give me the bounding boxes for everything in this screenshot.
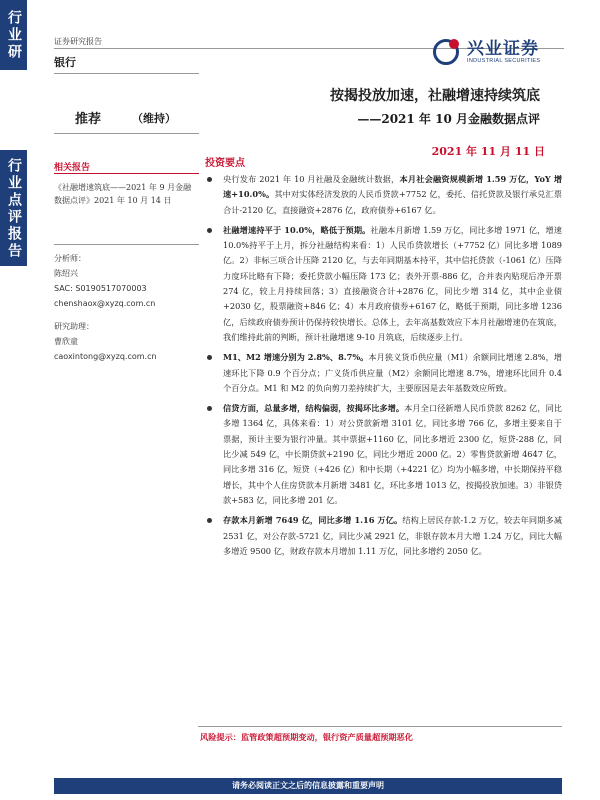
- rating-divider: [54, 133, 199, 134]
- report-type-label: 证券研究报告: [54, 37, 102, 46]
- rating-main: 推荐: [75, 112, 102, 127]
- risk-divider: [198, 726, 562, 727]
- related-report-link[interactable]: 《社融增速筑底——2021 年 9 月金融数据点评》2021 年 10 月 14 日: [54, 183, 192, 205]
- side-tab-report-type: 行业点评报告: [0, 150, 27, 266]
- analyst-label: 分析师：: [54, 254, 86, 263]
- assistant-label: 研究助理：: [54, 322, 94, 331]
- company-logo: [433, 37, 561, 67]
- disclaimer-footer: 请务必阅读正文之后的信息披露和重要声明: [54, 778, 562, 794]
- rating-sub: （维持）: [132, 112, 176, 125]
- assistant-name: 曹欣童: [54, 337, 78, 346]
- bullet-item: M1、M2 增速分别为 2.8%、8.7%。本月狭义货币供应量（M1）余额同比增速 2.8%，增速环比下降 0.9 个百分点；广义货币供应量（M2）余额同比增速 8.7%，增速环比回升 0.4 个百分点。M1 和 M2 的负向剪刀差持续扩大，主要原因是去年基数效应所致。: [205, 350, 562, 396]
- related-reports-label: 相关报告: [54, 163, 91, 173]
- analyst-name: 陈绍兴: [54, 269, 78, 278]
- assistant-email[interactable]: caoxintong@xyzq.com.cn: [54, 352, 157, 361]
- bullet-item: 信贷方面，总量多增，结构偏弱，按揭环比多增。本月全口径新增人民币贷款 8262 亿，同比多增 1364 亿，具体来看：1）对公贷款新增 3101 亿，同比多增 766 亿，多增主要来自于票据，预计主要为银行冲量。其中票据+1160 亿，同比多增近 2300 亿，短贷-288 亿，同比少减 549 亿，中长期贷款+2190 亿，同比少增近 2000 亿。2）零售贷款新增 4647 亿，同比多增 316 亿，短贷（+426 亿）和中长期（+4221 亿）均为小幅多增，中长期保持平稳增长，其中个人住房贷款本月新增 3481 亿，环比多增 1013 亿，按揭投放加速。3）非银贷款+583 亿，同比多增 201 亿。: [205, 401, 562, 508]
- logo-mark-icon: [433, 39, 459, 65]
- report-subtitle: ——2021 年 10 月金融数据点评: [357, 112, 540, 126]
- investment-highlights-label: 投资要点: [205, 158, 245, 169]
- side-tab-industry-research: 行业研: [0, 0, 27, 70]
- analyst-sac: SAC: S0190517070003: [54, 284, 147, 293]
- sector-label: 银行: [54, 56, 76, 69]
- analyst-email[interactable]: chenshaox@xyzq.com.cn: [54, 299, 156, 308]
- report-title: 按揭投放加速，社融增速持续筑底: [330, 88, 540, 104]
- logo-en: INDUSTRIAL SECURITIES: [467, 58, 541, 64]
- report-date: 2021 年 11 月 11 日: [431, 145, 545, 158]
- bullet-item: 央行发布 2021 年 10 月社融及金融统计数据，本月社会融资规模新增 1.59 万亿，YoY 增速+10.0%。其中对实体经济发放的人民币贷款+7752 亿，委托、信托贷款及银行承兑汇票合计-2120 亿，直接融资+2876 亿，政府债券+6167 亿。: [205, 172, 562, 218]
- bullet-item: 社融增速持平于 10.0%，略低于预期。社融本月新增 1.59 万亿，同比多增 1971 亿，增速 10.0%持平于上月，拆分社融结构来看：1）人民币贷款增长（+7752 亿）同比多增 1089 亿。2）非标三项合计压降 2120 亿，与去年同期基本持平，其中信托贷款（-1061 亿）压降力度环比略有下降；委托贷款小幅压降 173 亿；表外开票-886 亿，合并表内贴现后净开票 274 亿，较上月持续回落；3）直接融资合计+2876 亿，同比少增 314 亿，其中企业债+2030 亿，股票融资+846 亿；4）本月政府债券+6167 亿，略低于预期，同比多增 1236 亿，后续政府债券预计仍保持较快增长。总体上，去年高基数效应下本月社融增速仍在筑底，我们维持此前的判断，预计社融增速 9-10 月筑底，后续逐步上行。: [205, 223, 562, 345]
- related-divider: [54, 173, 199, 174]
- analyst-divider: [54, 244, 199, 245]
- bullet-list: [205, 172, 562, 564]
- bullet-item: 存款本月新增 7649 亿，同比多增 1.16 万亿。结构上居民存款-1.2 万亿，较去年同期多减 2531 亿，对公存款-5721 亿，同比少减 2921 亿，非银存款本月大增 1.24 万亿，同比大幅多增近 9500 亿，财政存款本月增加 1.11 万亿，同比多增约 2050 亿。: [205, 513, 562, 559]
- risk-warning: 风险提示：监管政策超预期变动，银行资产质量超预期恶化: [200, 732, 413, 742]
- analyst-block: [54, 251, 199, 364]
- logo-cn: 兴业证券: [467, 39, 539, 59]
- sector-divider: [54, 73, 199, 74]
